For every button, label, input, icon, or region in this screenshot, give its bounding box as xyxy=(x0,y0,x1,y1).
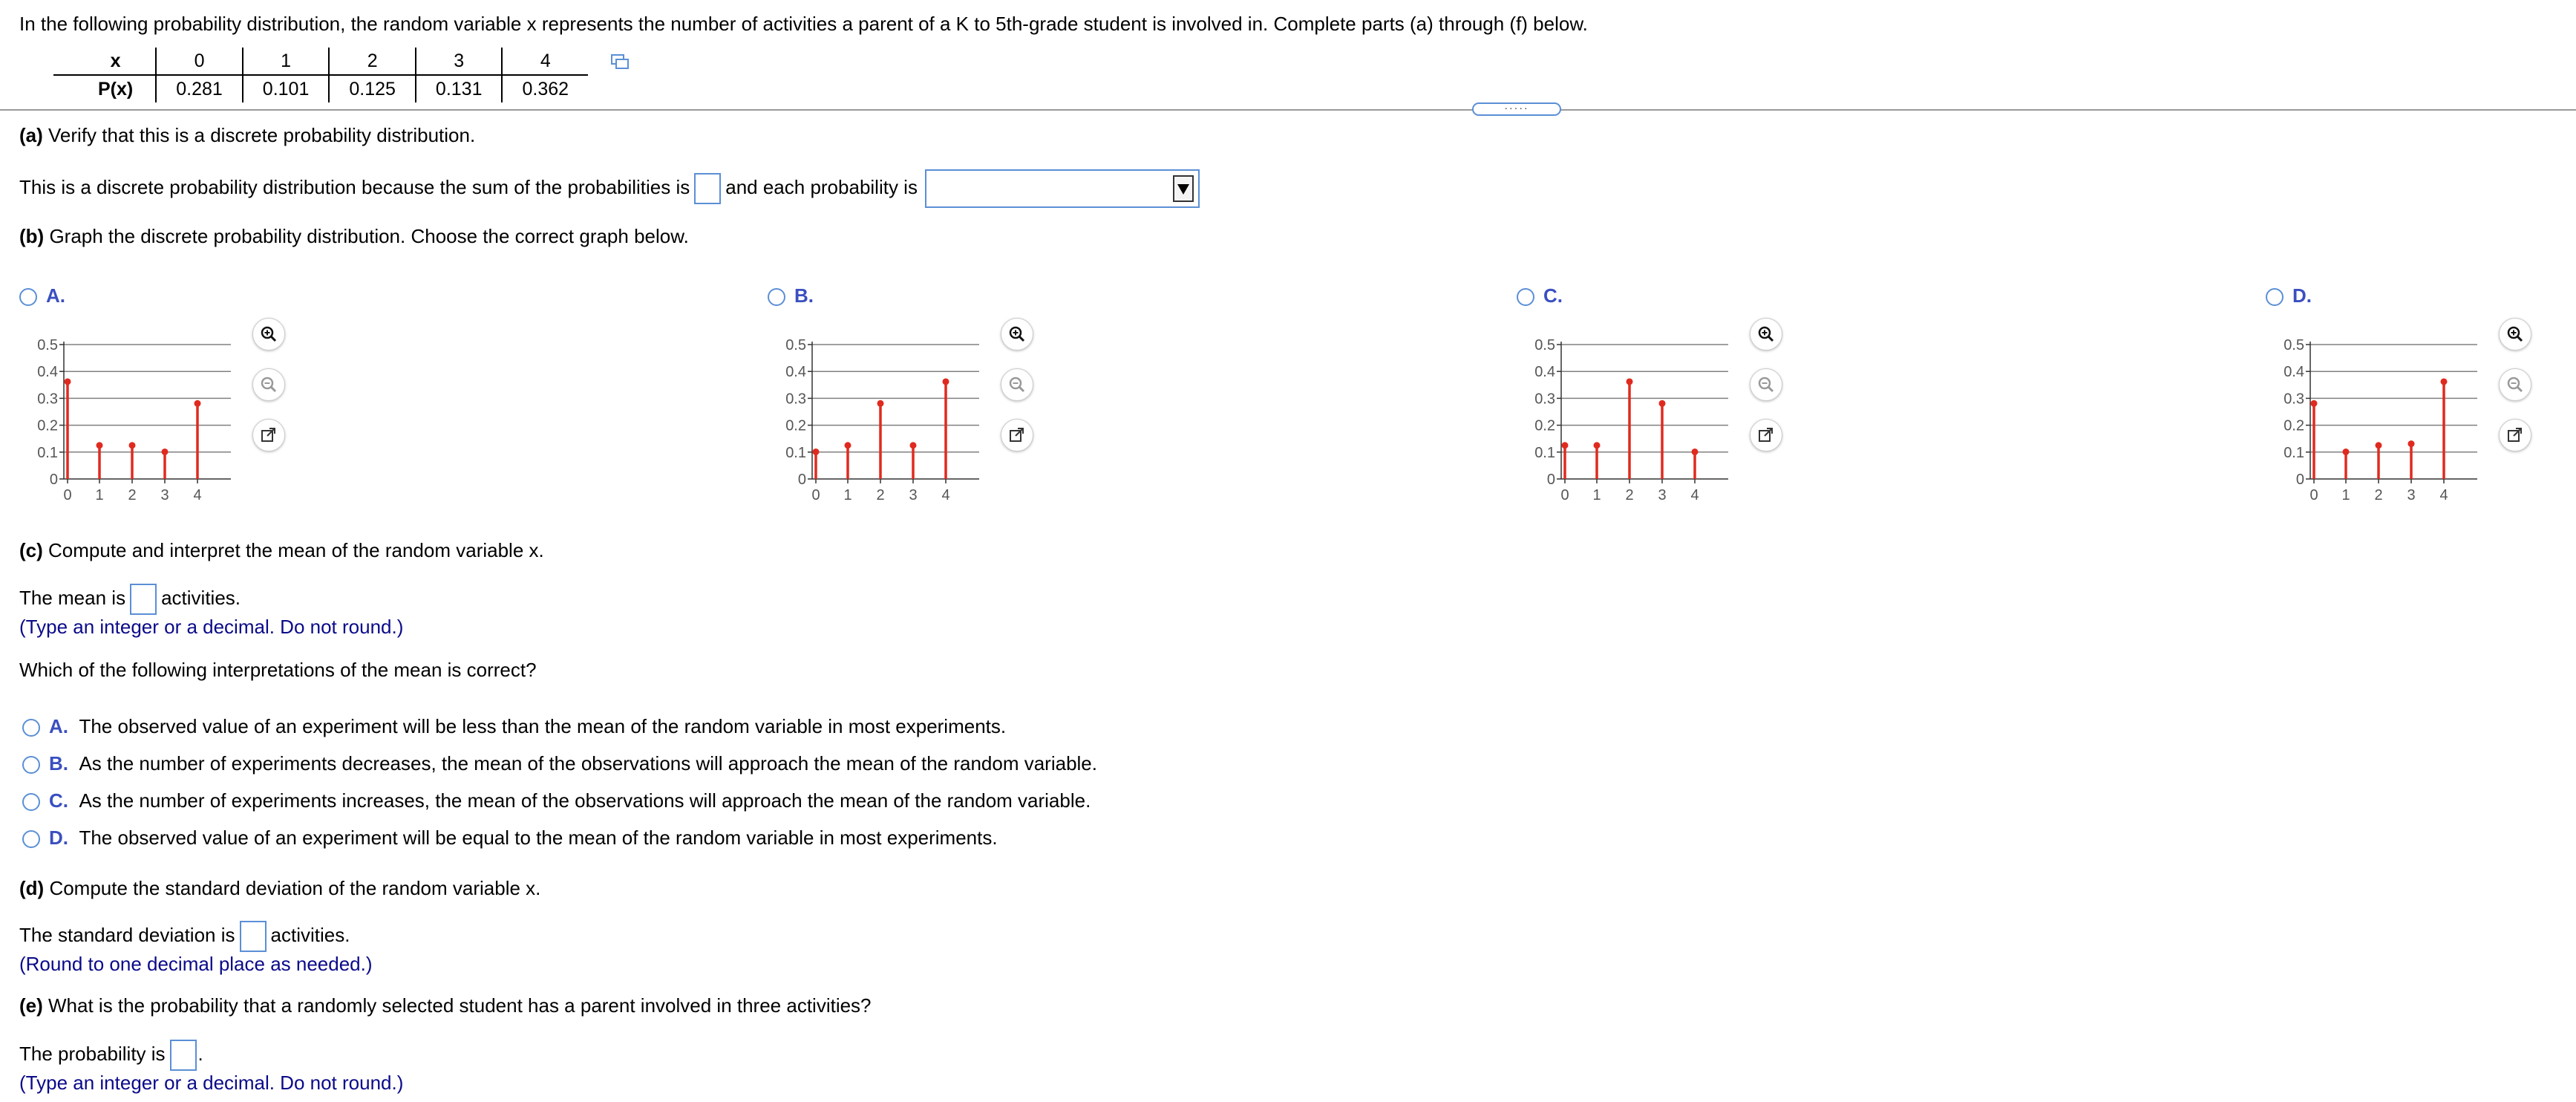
p-value: 0.101 xyxy=(243,75,330,102)
option-label: D. xyxy=(49,826,68,849)
x-tick-label: 2 xyxy=(2374,487,2383,503)
option-label: C. xyxy=(49,789,68,812)
x-tick-label: 4 xyxy=(2439,487,2448,503)
x-tick-label: 4 xyxy=(193,487,202,503)
mean-start: The mean is xyxy=(19,587,126,609)
part-a-heading xyxy=(19,123,475,147)
y-tick-label: 0 xyxy=(1546,472,1555,488)
y-tick-label: 0 xyxy=(49,472,58,488)
graph-option-label: B. xyxy=(794,284,814,307)
p-value: 0.131 xyxy=(416,75,503,102)
x-tick-label: 3 xyxy=(1658,487,1667,503)
option-label: A. xyxy=(49,715,68,737)
pop-out-icon[interactable] xyxy=(1001,419,1033,451)
bar-point xyxy=(97,442,103,449)
graph-option-label: A. xyxy=(46,284,65,307)
part-e-letter: (e) xyxy=(19,994,43,1017)
zoom-out-icon[interactable] xyxy=(1750,368,1782,401)
option-text: The observed value of an experiment will be equal to the mean of the random variable in most experiments. xyxy=(79,826,998,849)
pop-out-icon[interactable] xyxy=(1750,419,1782,451)
radio-button[interactable] xyxy=(22,719,40,737)
bar-point xyxy=(1627,378,1633,385)
zoom-out-icon[interactable] xyxy=(252,368,285,401)
x-tick-label: 4 xyxy=(1690,487,1699,503)
y-tick-label: 0 xyxy=(2295,472,2304,488)
sd-end: activities. xyxy=(270,924,350,946)
graph-chart xyxy=(2266,327,2488,505)
bar-point xyxy=(813,449,820,455)
bar-point xyxy=(877,400,884,407)
interpretation-option[interactable] xyxy=(22,751,1097,775)
graph-option[interactable] xyxy=(1517,284,1563,307)
graph-chart xyxy=(768,327,990,505)
graph-option-label: C. xyxy=(1543,284,1563,307)
sd-start: The standard deviation is xyxy=(19,924,235,946)
sd-sentence xyxy=(19,919,350,952)
dropdown-arrow-icon[interactable] xyxy=(1173,175,1194,202)
y-tick-label: 0.5 xyxy=(37,337,58,353)
y-tick-label: 0 xyxy=(797,472,806,488)
y-tick-label: 0.1 xyxy=(785,444,806,461)
question-intro: In the following probability distribution, the random variable x represents the number of activities a parent of a K to 5th-grade student is involved in. Complete parts (a) through (f) below. xyxy=(19,13,1588,35)
prob-end: . xyxy=(197,1043,203,1065)
option-label: B. xyxy=(49,752,68,775)
p-value: 0.125 xyxy=(329,75,416,102)
x-tick-label: 4 xyxy=(941,487,950,503)
y-tick-label: 0.3 xyxy=(785,391,806,408)
graph-chart xyxy=(19,327,242,505)
x-tick-label: 0 xyxy=(63,487,72,503)
x-value: 4 xyxy=(502,48,588,75)
option-text: The observed value of an experiment will be less than the mean of the random variable in most experiments. xyxy=(79,715,1007,737)
divider-handle[interactable]: ····· xyxy=(1472,102,1561,116)
prob-sentence xyxy=(19,1038,203,1071)
radio-button[interactable] xyxy=(22,830,40,848)
table-row-x xyxy=(53,48,588,75)
part-d-heading xyxy=(19,876,540,900)
x-tick-label: 1 xyxy=(95,487,104,503)
bar-point xyxy=(910,442,917,449)
graph-chart xyxy=(1517,327,1739,505)
distribution-table xyxy=(53,48,588,102)
part-b-heading xyxy=(19,224,689,248)
y-tick-label: 0.2 xyxy=(2284,417,2304,434)
y-tick-label: 0.5 xyxy=(785,337,806,353)
interpretation-option[interactable] xyxy=(22,789,1091,812)
option-text: As the number of experiments decreases, the mean of the observations will approach the mean of the random variable. xyxy=(79,752,1097,775)
part-b-letter: (b) xyxy=(19,225,45,247)
pop-out-icon[interactable] xyxy=(2499,419,2531,451)
zoom-in-icon[interactable] xyxy=(1001,318,1033,351)
p-value: 0.362 xyxy=(502,75,588,102)
radio-button[interactable] xyxy=(2266,288,2284,306)
bar-point xyxy=(2408,440,2415,447)
pop-out-icon[interactable] xyxy=(252,419,285,451)
x-tick-label: 1 xyxy=(1592,487,1601,503)
bar-point xyxy=(65,378,71,385)
part-e-text: What is the probability that a randomly selected student has a parent involved in three activities? xyxy=(48,994,872,1017)
y-tick-label: 0.1 xyxy=(1534,444,1555,461)
part-e-heading xyxy=(19,994,872,1017)
x-tick-label: 3 xyxy=(2407,487,2416,503)
radio-button[interactable] xyxy=(19,288,37,306)
part-a-sentence xyxy=(19,168,1200,208)
x-value: 2 xyxy=(329,48,416,75)
graph-option-label: D. xyxy=(2292,284,2312,307)
x-tick-label: 3 xyxy=(160,487,169,503)
x-tick-label: 0 xyxy=(811,487,820,503)
interpretation-question: Which of the following interpretations of the mean is correct? xyxy=(19,659,537,681)
y-tick-label: 0.4 xyxy=(1534,364,1555,381)
p-value: 0.281 xyxy=(156,75,243,102)
sum-answer-input[interactable] xyxy=(694,173,721,204)
p-label: P(x) xyxy=(98,78,134,100)
table-row-p xyxy=(53,75,588,102)
prob-hint: (Type an integer or a decimal. Do not round.) xyxy=(19,1072,404,1094)
y-tick-label: 0.5 xyxy=(2284,337,2304,353)
probability-condition-dropdown[interactable] xyxy=(925,169,1200,208)
y-tick-label: 0.4 xyxy=(785,364,806,381)
radio-button[interactable] xyxy=(1517,288,1534,306)
graph-option[interactable] xyxy=(768,284,814,307)
radio-button[interactable] xyxy=(768,288,785,306)
interpretation-option[interactable] xyxy=(22,714,1006,738)
radio-button[interactable] xyxy=(22,756,40,774)
interpretation-option[interactable] xyxy=(22,826,998,850)
sd-input[interactable] xyxy=(240,921,267,952)
x-tick-label: 1 xyxy=(843,487,852,503)
part-c-heading xyxy=(19,538,544,562)
y-tick-label: 0.1 xyxy=(37,444,58,461)
y-tick-label: 0.5 xyxy=(1534,337,1555,353)
option-text: As the number of experiments increases, the mean of the observations will approach the mean of the random variable. xyxy=(79,789,1091,812)
zoom-in-icon[interactable] xyxy=(1750,318,1782,351)
y-tick-label: 0.2 xyxy=(37,417,58,434)
bar-point xyxy=(129,442,136,449)
y-tick-label: 0.4 xyxy=(2284,364,2304,381)
bar-point xyxy=(1692,449,1699,455)
graph-option[interactable] xyxy=(19,284,65,307)
y-tick-label: 0.3 xyxy=(37,391,58,408)
bar-point xyxy=(2343,449,2350,455)
part-a-sentence-mid: and each probability is xyxy=(725,176,918,198)
x-tick-label: 3 xyxy=(909,487,918,503)
bar-point xyxy=(2376,442,2382,449)
x-tick-label: 2 xyxy=(1625,487,1634,503)
bar-point xyxy=(2311,400,2318,407)
mean-input[interactable] xyxy=(130,584,157,615)
x-tick-label: 2 xyxy=(876,487,885,503)
mean-hint: (Type an integer or a decimal. Do not round.) xyxy=(19,616,404,638)
bar-point xyxy=(943,378,949,385)
zoom-in-icon[interactable] xyxy=(2499,318,2531,351)
bar-point xyxy=(162,449,169,455)
x-tick-label: 2 xyxy=(128,487,137,503)
bar-point xyxy=(845,442,851,449)
x-tick-label: 0 xyxy=(2309,487,2318,503)
zoom-in-icon[interactable] xyxy=(252,318,285,351)
x-value: 0 xyxy=(156,48,243,75)
sd-hint: (Round to one decimal place as needed.) xyxy=(19,953,373,975)
part-d-text: Compute the standard deviation of the random variable x. xyxy=(49,877,541,899)
part-a-sentence-start: This is a discrete probability distribution because the sum of the probabilities is xyxy=(19,176,690,198)
x-value: 3 xyxy=(416,48,503,75)
part-a-letter: (a) xyxy=(19,124,43,146)
bar-point xyxy=(1594,442,1601,449)
radio-button[interactable] xyxy=(22,793,40,811)
part-d-letter: (d) xyxy=(19,877,45,899)
zoom-out-icon[interactable] xyxy=(2499,368,2531,401)
part-c-text: Compute and interpret the mean of the random variable x. xyxy=(48,539,544,561)
part-a-text: Verify that this is a discrete probability distribution. xyxy=(48,124,476,146)
part-b-text: Graph the discrete probability distribution. Choose the correct graph below. xyxy=(49,225,689,247)
graph-option[interactable] xyxy=(2266,284,2312,307)
probability-input[interactable] xyxy=(170,1040,197,1071)
x-value: 1 xyxy=(243,48,330,75)
bar-point xyxy=(1562,442,1569,449)
bar-point xyxy=(2441,378,2448,385)
x-label: x xyxy=(53,48,156,75)
mean-end: activities. xyxy=(161,587,241,609)
copy-table-icon[interactable] xyxy=(610,53,630,74)
bar-point xyxy=(1659,400,1666,407)
x-tick-label: 0 xyxy=(1560,487,1569,503)
y-tick-label: 0.4 xyxy=(37,364,58,381)
y-tick-label: 0.1 xyxy=(2284,444,2304,461)
part-c-letter: (c) xyxy=(19,539,43,561)
y-tick-label: 0.2 xyxy=(785,417,806,434)
zoom-out-icon[interactable] xyxy=(1001,368,1033,401)
mean-sentence xyxy=(19,582,241,615)
prob-start: The probability is xyxy=(19,1043,166,1065)
bar-point xyxy=(194,400,201,407)
section-divider xyxy=(0,109,2576,111)
y-tick-label: 0.3 xyxy=(2284,391,2304,408)
x-tick-label: 1 xyxy=(2341,487,2350,503)
y-tick-label: 0.2 xyxy=(1534,417,1555,434)
y-tick-label: 0.3 xyxy=(1534,391,1555,408)
